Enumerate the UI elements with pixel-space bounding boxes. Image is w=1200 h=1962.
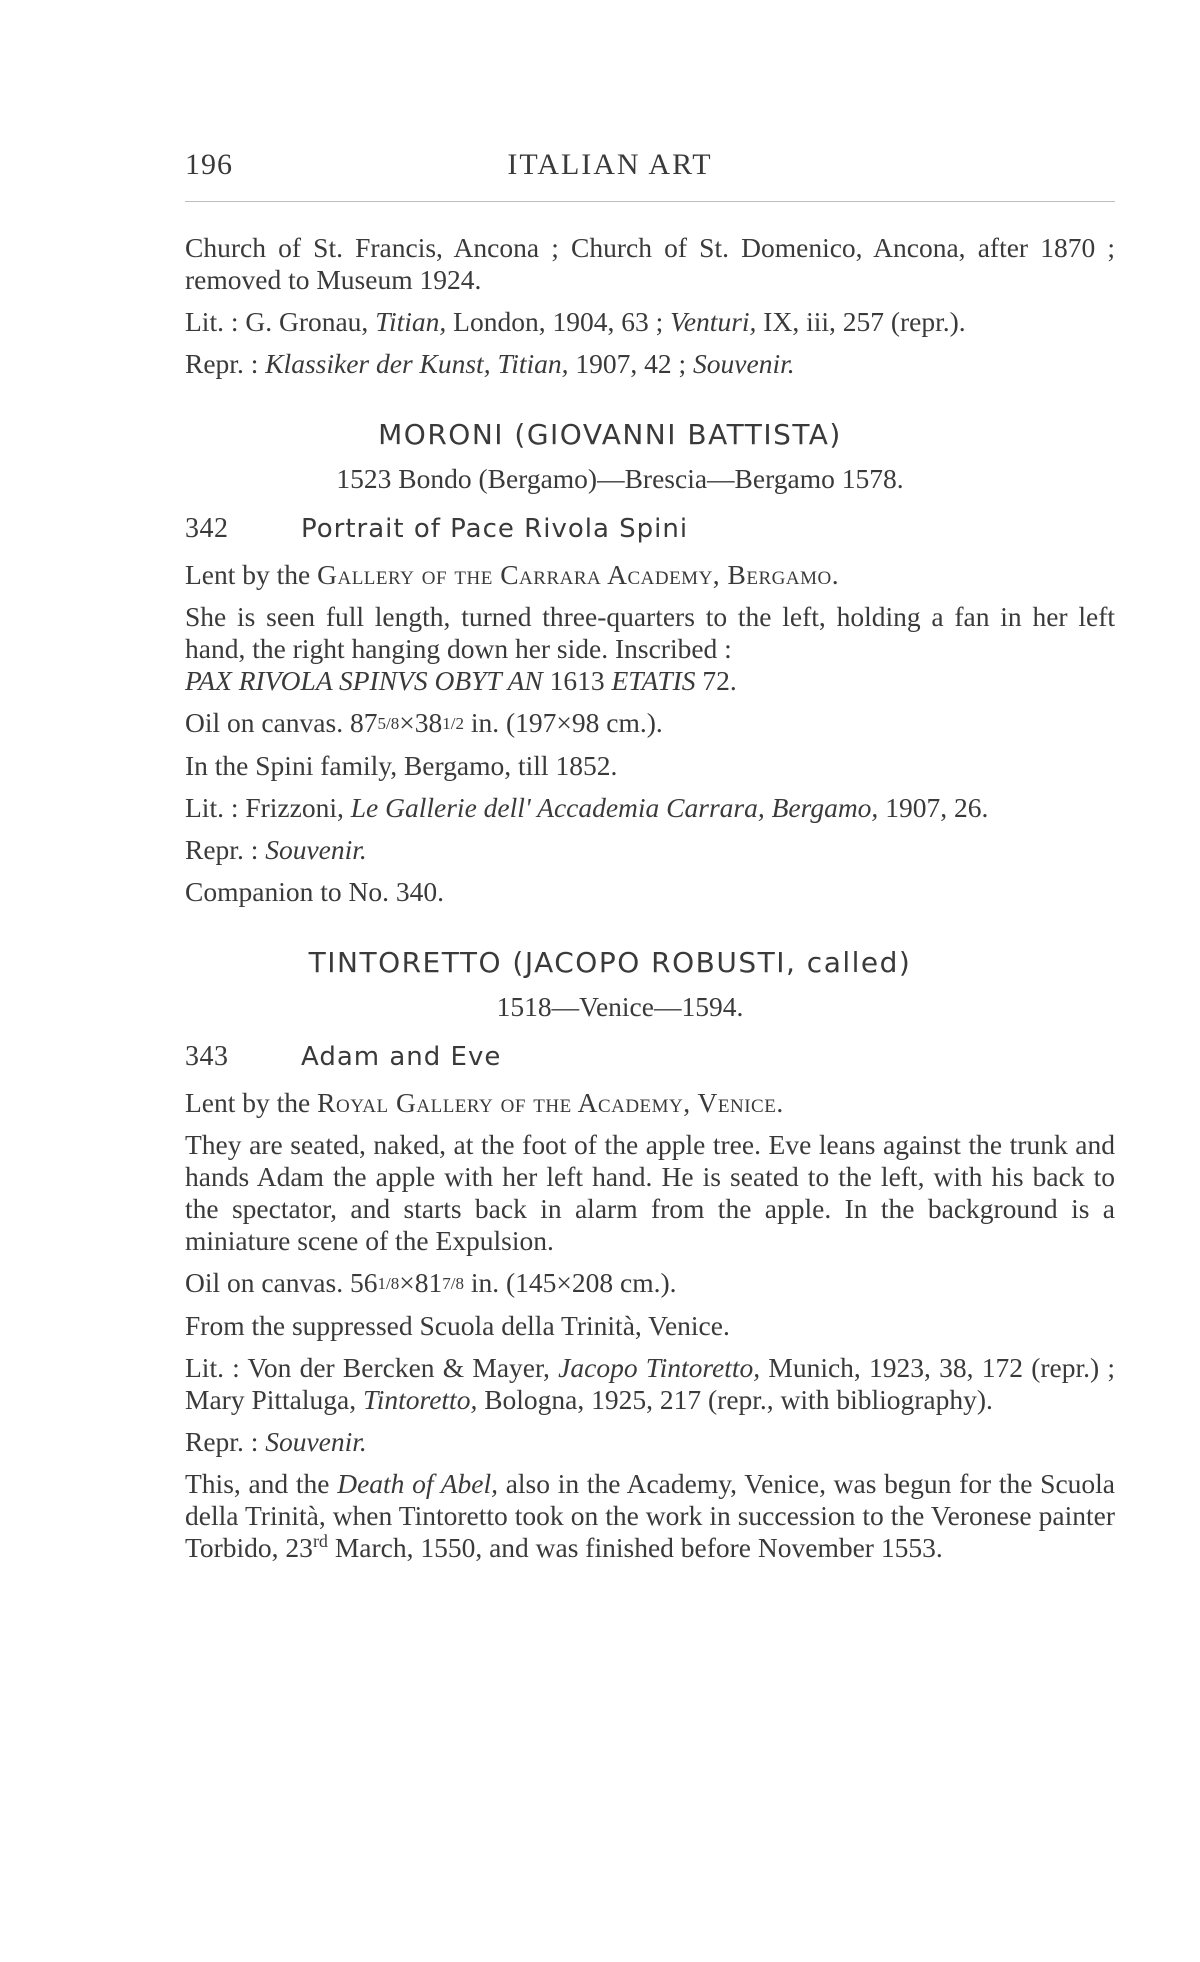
- entry-number: 343: [185, 1041, 229, 1072]
- artist-dates-tintoretto: 1518—Venice—1594.: [496, 991, 744, 1022]
- artist-heading-tintoretto: TINTORETTO (JACOPO ROBUSTI, called): [308, 946, 912, 979]
- medium-dimensions: Oil on canvas. 561/8×817/8 in. (145×208 cm.).: [185, 1267, 677, 1298]
- lender-line: Lent by the Royal Gallery of the Academy, Venice.: [185, 1087, 784, 1118]
- reproductions: Repr. : Souvenir.: [185, 834, 367, 865]
- description: They are seated, naked, at the foot of the apple tree. Eve leans against the trunk and hands Adam the apple with her left hand. He is seated to the left, with his back to the spectator, and starts back in alarm from the apple. In the background is a miniature scene of the Expulsion.: [185, 1129, 1115, 1256]
- intro-reproductions: Repr. : Klassiker der Kunst, Titian, 1907, 42 ; Souvenir.: [185, 348, 795, 379]
- artist-heading-moroni: MORONI (GIOVANNI BATTISTA): [378, 418, 842, 451]
- provenance: From the suppressed Scuola della Trinità, Venice.: [185, 1310, 730, 1341]
- entry-title: Portrait of Pace Rivola Spini: [301, 514, 689, 544]
- entry-heading-343: [185, 1041, 1115, 1073]
- intro-literature: Lit. : G. Gronau, Titian, London, 1904, 63 ; Venturi, IX, iii, 257 (repr.).: [185, 306, 966, 337]
- entry-heading-342: [185, 513, 1115, 545]
- entry-title: Adam and Eve: [301, 1042, 502, 1072]
- page-content: [185, 232, 1115, 1564]
- page-number: 196: [185, 148, 233, 181]
- description: She is seen full length, turned three-quarters to the left, holding a fan in her left hand, the right hanging down her side. Inscribed : PAX RIVOLA SPINVS OBYT AN 1613 ETATIS 72.: [185, 601, 1115, 696]
- provenance: In the Spini family, Bergamo, till 1852.: [185, 750, 618, 781]
- lender-line: Lent by the Gallery of the Carrara Academy, Bergamo.: [185, 559, 840, 590]
- catalogue-page: [185, 0, 1115, 1962]
- historical-note: This, and the Death of Abel, also in the Academy, Venice, was begun for the Scuola della Trinità, when Tintoretto took on the work in succession to the Veronese painter Torbido, 23rd March, 1550, and was finished before November 1553.: [185, 1468, 1115, 1563]
- artist-dates-moroni: 1523 Bondo (Bergamo)—Brescia—Bergamo 1578.: [336, 463, 904, 494]
- companion-note: Companion to No. 340.: [185, 876, 444, 907]
- entry-number: 342: [185, 513, 229, 544]
- medium-dimensions: Oil on canvas. 875/8×381/2 in. (197×98 cm.).: [185, 707, 663, 738]
- reproductions: Repr. : Souvenir.: [185, 1426, 367, 1457]
- header-rule: [185, 201, 1115, 202]
- running-head: [185, 148, 1115, 188]
- intro-provenance: Church of St. Francis, Ancona ; Church of St. Domenico, Ancona, after 1870 ; removed to Museum 1924.: [185, 232, 1115, 295]
- literature: Lit. : Von der Bercken & Mayer, Jacopo Tintoretto, Munich, 1923, 38, 172 (repr.) ; Mary Pittaluga, Tintoretto, Bologna, 1925, 217 (repr., with bibliography).: [185, 1352, 1116, 1415]
- page-header-title: ITALIAN ART: [507, 148, 713, 181]
- literature: Lit. : Frizzoni, Le Gallerie dell' Accademia Carrara, Bergamo, 1907, 26.: [185, 792, 989, 823]
